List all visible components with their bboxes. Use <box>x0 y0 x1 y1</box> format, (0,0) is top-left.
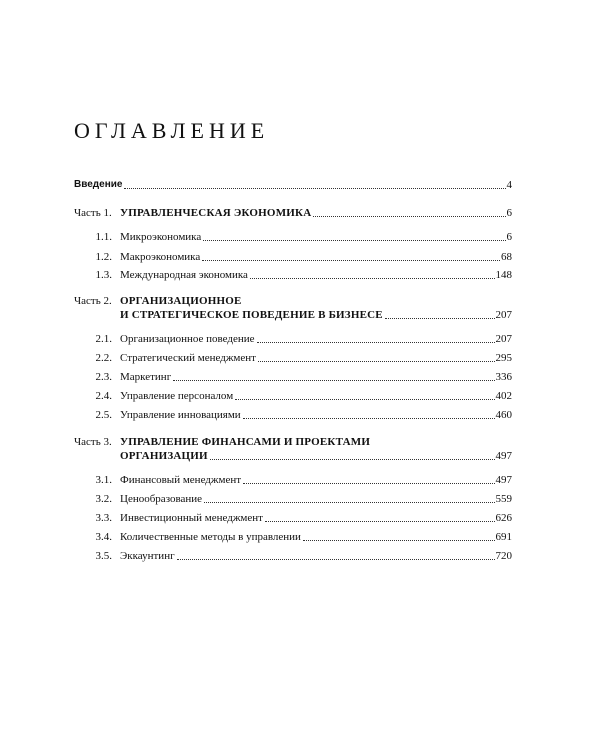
dot-leader <box>203 232 505 241</box>
section-page: 559 <box>495 493 512 505</box>
dot-leader <box>303 532 495 541</box>
section-title: Эккаунтинг <box>120 550 175 562</box>
part-title: И СТРАТЕГИЧЕСКОЕ ПОВЕДЕНИЕ В БИЗНЕСЕ <box>120 309 383 321</box>
section-title: Международная экономика <box>120 269 248 281</box>
dot-leader <box>173 372 494 381</box>
section-title: Инвестиционный менеджмент <box>120 512 263 524</box>
dot-leader <box>250 270 495 279</box>
section-title: Ценообразование <box>120 493 203 505</box>
dot-leader <box>124 180 505 189</box>
dot-leader <box>177 551 495 560</box>
part-label: Часть 2. <box>74 295 112 307</box>
section-page: 68 <box>501 251 512 263</box>
section-title: Стратегический менеджмент <box>120 352 256 364</box>
section-page: 691 <box>495 531 512 543</box>
section-number: 3.3. <box>95 512 112 524</box>
toc-entry-page: 4 <box>506 179 512 191</box>
section-title: Количественные методы в управлении <box>120 531 301 543</box>
section-title: Управление персоналом <box>120 390 234 402</box>
section-number: 3.4. <box>95 531 112 543</box>
section-page: 336 <box>495 371 512 383</box>
toc-section[interactable] <box>74 230 512 244</box>
section-number: 3.2. <box>95 493 112 505</box>
part-page: 497 <box>495 450 512 462</box>
section-number: 2.2. <box>95 352 112 364</box>
toc-part-3-line-2[interactable] <box>120 449 512 463</box>
section-number: 2.1. <box>95 333 112 345</box>
page-title: ОГЛАВЛЕНИЕ <box>74 118 270 143</box>
section-number: 2.3. <box>95 371 112 383</box>
section-page: 402 <box>495 390 512 402</box>
part-title: ОРГАНИЗАЦИОННОЕ <box>120 295 242 307</box>
section-number: 2.5. <box>95 409 112 421</box>
part-page: 207 <box>495 309 512 321</box>
section-number: 3.5. <box>95 550 112 562</box>
section-page: 207 <box>495 333 512 345</box>
section-title: Финансовый менеджмент <box>120 474 242 486</box>
toc-part-2-line-1[interactable] <box>74 294 512 308</box>
section-title: Организационное поведение <box>120 333 255 345</box>
section-number: 1.2. <box>95 251 112 263</box>
toc-section[interactable] <box>74 250 512 264</box>
part-label: Часть 1. <box>74 207 112 219</box>
toc-section[interactable] <box>74 549 512 563</box>
section-number: 3.1. <box>95 474 112 486</box>
toc-section[interactable] <box>74 473 512 487</box>
section-number: 1.3. <box>95 269 112 281</box>
section-page: 6 <box>506 231 512 243</box>
section-number: 2.4. <box>95 390 112 402</box>
toc-section[interactable] <box>74 408 512 422</box>
toc-section[interactable] <box>74 268 512 282</box>
dot-leader <box>385 310 495 319</box>
part-title: ОРГАНИЗАЦИИ <box>120 450 208 462</box>
part-label: Часть 3. <box>74 436 112 448</box>
toc-section[interactable] <box>74 530 512 544</box>
toc-section[interactable] <box>74 492 512 506</box>
toc-part-3-line-1[interactable] <box>74 435 512 449</box>
dot-leader <box>243 475 494 484</box>
toc-entry-title: Введение <box>74 179 123 190</box>
toc-part-1[interactable] <box>74 206 512 220</box>
dot-leader <box>265 513 495 522</box>
section-page: 295 <box>495 352 512 364</box>
toc-section[interactable] <box>74 370 512 384</box>
section-title: Макроэкономика <box>120 251 201 263</box>
toc-section[interactable] <box>74 332 512 346</box>
toc-section[interactable] <box>74 351 512 365</box>
toc-part-2-line-2[interactable] <box>120 308 512 322</box>
section-page: 497 <box>495 474 512 486</box>
toc-section[interactable] <box>74 389 512 403</box>
section-page: 720 <box>495 550 512 562</box>
dot-leader <box>243 410 495 419</box>
section-title: Маркетинг <box>120 371 172 383</box>
part-title: УПРАВЛЕНИЕ ФИНАНСАМИ И ПРОЕКТАМИ <box>120 436 371 448</box>
dot-leader <box>202 252 500 261</box>
section-page: 460 <box>495 409 512 421</box>
dot-leader <box>204 494 494 503</box>
part-page: 6 <box>506 207 512 219</box>
dot-leader <box>235 391 494 400</box>
dot-leader <box>258 353 495 362</box>
section-title: Микроэкономика <box>120 231 202 243</box>
toc-section[interactable] <box>74 511 512 525</box>
part-title: УПРАВЛЕНЧЕСКАЯ ЭКОНОМИКА <box>120 207 312 219</box>
dot-leader <box>257 334 495 343</box>
section-number: 1.1. <box>95 231 112 243</box>
section-page: 626 <box>495 512 512 524</box>
dot-leader <box>210 451 495 460</box>
dot-leader <box>313 208 505 217</box>
section-page: 148 <box>495 269 512 281</box>
toc-entry-intro[interactable] <box>74 178 512 192</box>
section-title: Управление инновациями <box>120 409 241 421</box>
